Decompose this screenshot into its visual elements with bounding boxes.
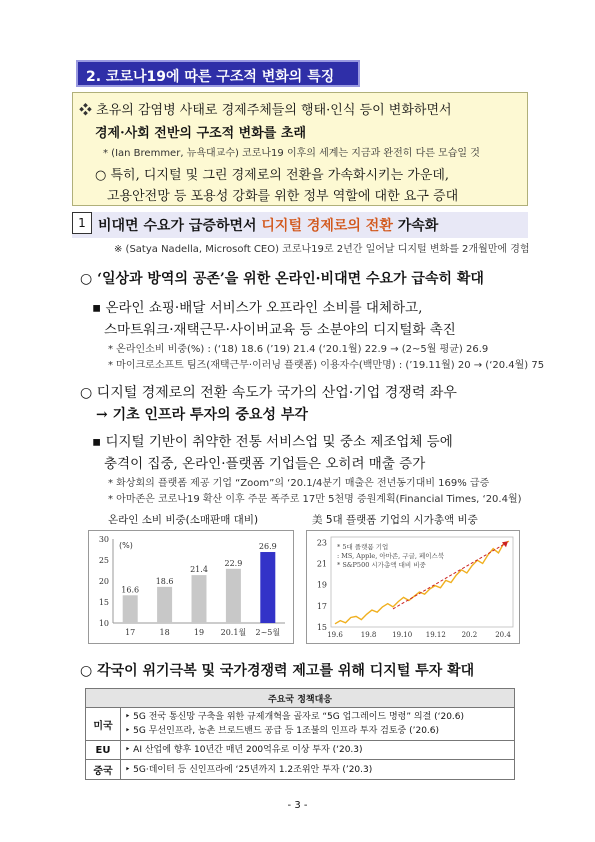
chart-2-title: 美 5대 플랫폼 기업의 시가총액 비중 bbox=[312, 514, 478, 526]
policy-cell bbox=[121, 708, 515, 741]
policy-item: ‣ AI 산업에 향후 10년간 매년 200억유로 이상 투자 (‘20.3) bbox=[125, 745, 363, 755]
data-label: 26.9 bbox=[258, 542, 277, 552]
policy-item: ‣ 5G 전국 통신망 구축을 위한 규제개혁을 골자로 “5G 업그레이드 명령” 의결 (‘20.6) bbox=[125, 712, 465, 722]
x-tick-label: 19.12 bbox=[425, 631, 446, 639]
bar bbox=[260, 552, 275, 623]
section-title: 2. 코로나19에 따른 구조적 변화의 특징 bbox=[86, 69, 335, 85]
policy-table bbox=[85, 688, 515, 780]
country-cell: 미국 bbox=[86, 708, 121, 741]
data-label: 22.9 bbox=[224, 558, 243, 568]
chart-1-box bbox=[88, 530, 294, 644]
subsection-title-plain: 비대면 수요가 급증하면서 bbox=[98, 218, 257, 234]
intro-line-4: 고용안전망 등 포용성 강화를 위한 정부 역할에 대한 요구 증대 bbox=[107, 189, 459, 204]
bar bbox=[157, 587, 172, 623]
x-tick-label: 19 bbox=[193, 628, 205, 637]
y-tick-label: 19 bbox=[316, 580, 327, 590]
legend-entry: : MS, Apple, 아마존, 구글, 페이스북 bbox=[337, 552, 445, 560]
policy-cell bbox=[121, 760, 515, 780]
subsection-title-highlight: 디지털 경제로의 전환 bbox=[261, 218, 393, 234]
x-tick-label: 17 bbox=[125, 628, 136, 637]
policy-table-header: 주요국 정책대응 bbox=[86, 689, 515, 708]
intro-line-1 bbox=[79, 99, 452, 118]
y-tick-label: 30 bbox=[98, 535, 109, 544]
x-tick-label: 20.2 bbox=[461, 631, 478, 639]
intro-line-3-text: 특히, 디지털 및 그린 경제로의 전환을 가속화시키는 가운데, bbox=[110, 168, 450, 183]
x-tick-label: 19.10 bbox=[392, 631, 413, 639]
intro-box bbox=[72, 92, 528, 206]
table-row bbox=[86, 760, 515, 780]
subsection-title-tail: 가속화 bbox=[397, 218, 439, 234]
chart-2-box bbox=[306, 530, 520, 644]
x-tick-label: 19.8 bbox=[360, 631, 377, 639]
table-row bbox=[86, 708, 515, 741]
section-header bbox=[76, 60, 360, 87]
table-row bbox=[86, 741, 515, 760]
y-tick-label: 17 bbox=[316, 601, 327, 611]
intro-line-1-text: 초유의 감염병 사태로 경제주체들의 행태·인식 등이 변화하면서 bbox=[96, 103, 452, 118]
point-1-note-1: * 온라인소비 비중(%) : (‘18) 18.6 (’19) 21.4 (‘20.1월) 22.9 → (2~5월 평균) 26.9 bbox=[108, 344, 489, 355]
intro-line-2: 경제·사회 전반의 구조적 변화를 초래 bbox=[95, 126, 306, 141]
chart-1-title: 온라인 소비 비중(소매판매 대비) bbox=[108, 514, 259, 526]
point-2-sub-1b: 충격이 집중, 온라인·플랫폼 기업들은 오히려 매출 증가 bbox=[104, 456, 426, 472]
point-2-note-1: * 화상회의 플랫폼 제공 기업 “Zoom”의 ‘20.1/4분기 매출은 전년동기대비 169% 급증 bbox=[108, 478, 490, 489]
y-tick-label: 23 bbox=[316, 538, 327, 548]
point-1: ○ ‘일상과 방역의 공존’을 위한 온라인·비대면 수요가 급속히 확대 bbox=[80, 271, 484, 287]
x-tick-label: 19.6 bbox=[327, 631, 343, 639]
chart-1-svg bbox=[89, 531, 293, 643]
x-tick-label: 18 bbox=[159, 628, 170, 637]
y-tick-label: 15 bbox=[316, 623, 327, 632]
point-3: ○ 각국이 위기극복 및 국가경쟁력 제고를 위해 디지털 투자 확대 bbox=[80, 663, 475, 679]
point-2-note-2: * 아마존은 코로나19 확산 이후 주문 폭주로 17만 5천명 증원계획(Financial Times, ‘20.4월) bbox=[108, 494, 522, 505]
y-tick-label: 21 bbox=[316, 559, 327, 569]
x-tick-label: 2~5월 bbox=[255, 628, 281, 637]
country-cell: EU bbox=[86, 741, 121, 760]
subsection-note: ※ (Satya Nadella, Microsoft CEO) 코로나19로 2년간 일어날 디지털 변화를 2개월만에 경험 bbox=[114, 244, 530, 255]
x-tick-label: 20.4 bbox=[495, 631, 511, 639]
policy-cell bbox=[121, 741, 515, 760]
point-1-sub-1: ▪ 온라인 쇼핑·배달 서비스가 오프라인 소비를 대체하고, bbox=[92, 300, 423, 316]
diamond-bullet-icon: ❖ bbox=[79, 103, 93, 118]
legend-entry: * S&P500 시가총액 대비 비중 bbox=[337, 561, 426, 569]
page-number: - 3 - bbox=[287, 800, 308, 811]
circle-bullet-icon: ○ bbox=[95, 168, 107, 183]
y-tick-label: 10 bbox=[98, 619, 109, 628]
legend-entry: * 5대 플랫폼 기업 bbox=[337, 543, 389, 551]
subsection-title bbox=[98, 215, 438, 235]
y-tick-label: 20 bbox=[98, 577, 109, 586]
subsection-header bbox=[72, 212, 528, 238]
intro-quote: * (Ian Bremmer, 뉴욕대교수) 코로나19 이후의 세계는 지금과 완전히 다른 모습일 것 bbox=[103, 148, 480, 159]
x-tick-label: 20.1월 bbox=[220, 628, 247, 637]
bar bbox=[226, 569, 241, 623]
intro-line-3 bbox=[95, 164, 449, 183]
point-2: ○ 디지털 경제로의 전환 속도가 국가의 산업·기업 경쟁력 좌우 bbox=[80, 385, 457, 401]
bar bbox=[192, 575, 207, 623]
data-label: 16.6 bbox=[121, 585, 140, 595]
y-tick-label: 15 bbox=[98, 598, 109, 607]
bar bbox=[123, 595, 138, 623]
data-label: 21.4 bbox=[190, 565, 208, 575]
data-label: 18.6 bbox=[155, 576, 174, 586]
policy-item: ‣ 5G·데이터 등 신인프라에 ‘25년까지 1.2조위안 투자 (’20.3) bbox=[125, 764, 373, 775]
subsection-number: 1 bbox=[72, 212, 92, 234]
policy-item: ‣ 5G 무선인프라, 농촌 브로드밴드 공급 등 1조불의 인프라 투자 검토중 (’20.6) bbox=[125, 726, 440, 736]
point-2-sub-1: ▪ 디지털 기반이 취약한 전통 서비스업 및 중소 제조업체 등에 bbox=[92, 434, 453, 450]
point-1-note-2: * 마이크로소프트 팀즈(재택근무·이러닝 플랫폼) 이용자수(백만명) : (’19.11월) 20 → (‘20.4월) 75 bbox=[108, 360, 545, 371]
unit-label: (%) bbox=[119, 541, 133, 550]
y-tick-label: 25 bbox=[98, 556, 109, 565]
chart-2-svg bbox=[307, 531, 519, 643]
point-2-b: → 기초 인프라 투자의 중요성 부각 bbox=[96, 407, 308, 423]
country-cell: 중국 bbox=[86, 760, 121, 780]
point-1-sub-1b: 스마트워크·재택근무·사이버교육 등 소분야의 디지털화 촉진 bbox=[104, 322, 456, 338]
